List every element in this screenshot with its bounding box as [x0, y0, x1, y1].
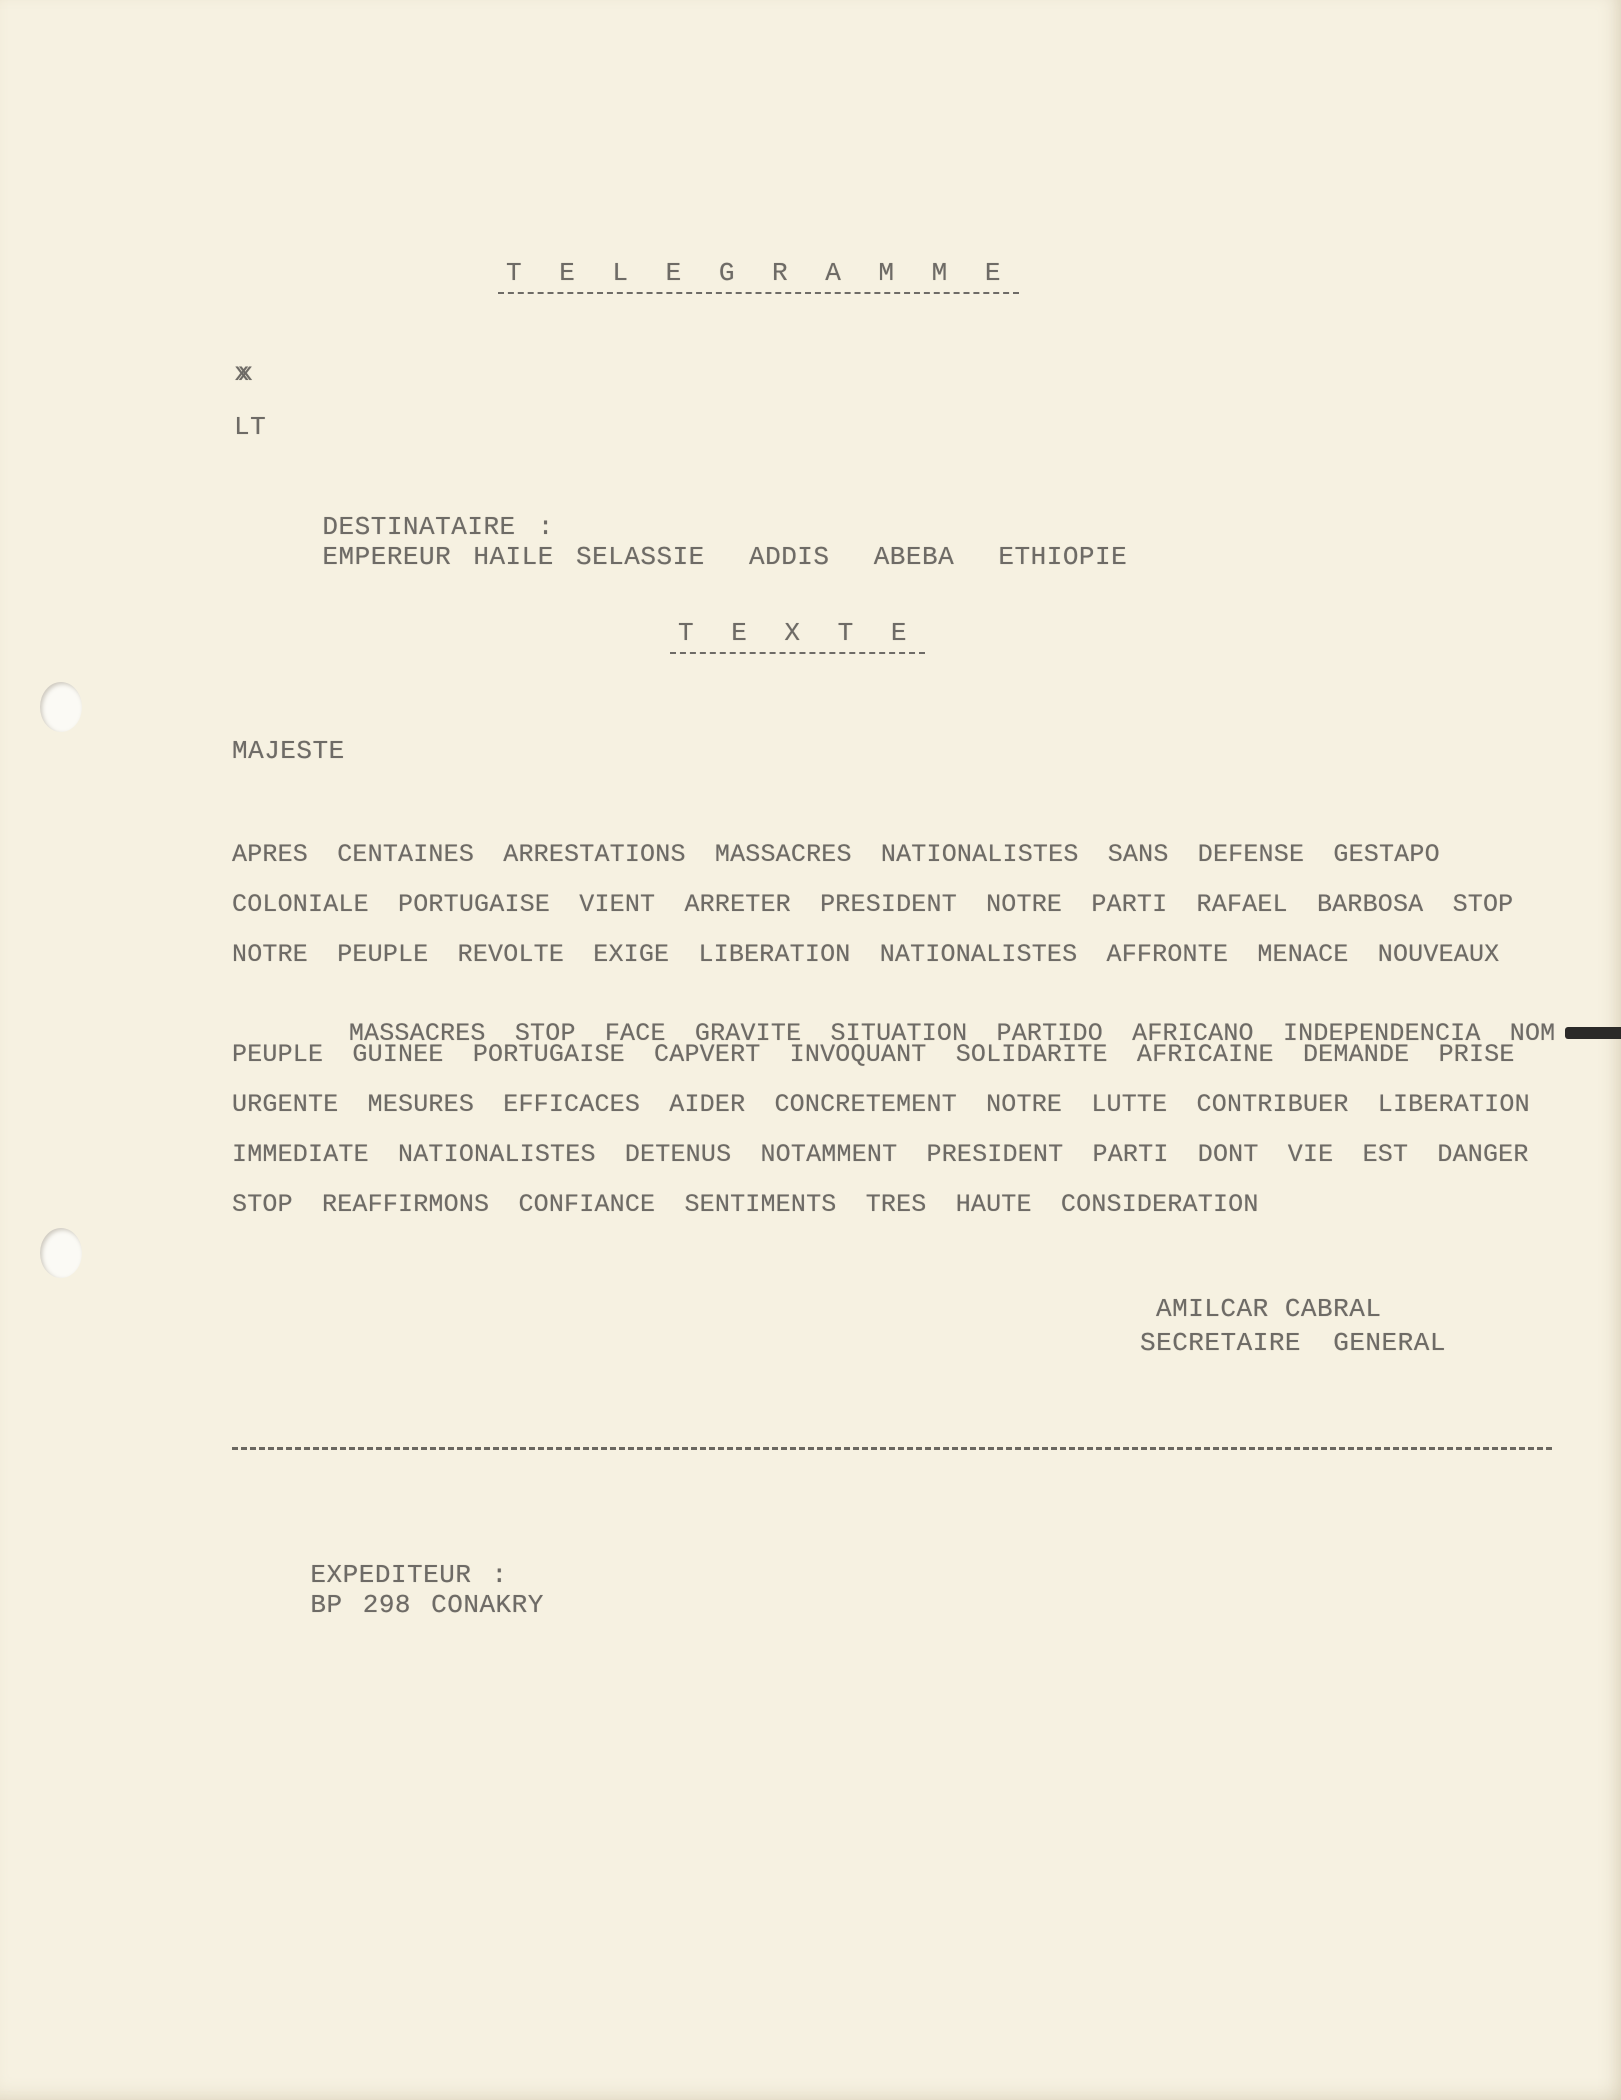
punch-hole-top [40, 682, 82, 732]
sender-line [230, 1530, 544, 1650]
salutation: MAJESTE [232, 736, 345, 766]
message-line-2: COLONIALE PORTUGAISE VIENT ARRETER PRESIDENT NOTRE PARTI RAFAEL BARBOSA STOP [232, 890, 1514, 919]
code-lt: LT [234, 412, 267, 442]
signature-title: SECRETAIRE GENERAL [1140, 1328, 1446, 1358]
sender-value: BP 298 CONAKRY [310, 1590, 544, 1620]
text-section-title: T E X T E [670, 618, 925, 654]
message-line-7: IMMEDIATE NATIONALISTES DETENUS NOTAMMENT PRESIDENT PARTI DONT VIE EST DANGER [232, 1140, 1529, 1169]
sender-label: EXPEDITEUR : [310, 1560, 508, 1590]
message-line-3: NOTRE PEUPLE REVOLTE EXIGE LIBERATION NATIONALISTES AFFRONTE MENACE NOUVEAUX [232, 940, 1500, 969]
message-line-5: PEUPLE GUINEE PORTUGAISE CAPVERT INVOQUANT SOLIDARITE AFRICAINE DEMANDE PRISE [232, 1040, 1515, 1069]
message-line-4-text: MASSACRES STOP FACE GRAVITE SITUATION PARTIDO AFRICANO INDEPENDENCIA NOM [348, 1019, 1556, 1048]
recipient-line [234, 482, 1127, 602]
recipient-label: DESTINATAIRE : [322, 512, 554, 542]
message-line-6: URGENTE MESURES EFFICACES AIDER CONCRETEMENT NOTRE LUTTE CONTRIBUER LIBERATION [232, 1090, 1530, 1119]
punch-hole-bottom [40, 1228, 82, 1278]
separator-rule [232, 1447, 1552, 1450]
message-line-8: STOP REAFFIRMONS CONFIANCE SENTIMENTS TRES HAUTE CONSIDERATION [232, 1190, 1259, 1219]
telegram-title: T E L E G R A M M E [498, 258, 1019, 294]
redaction-mark [1565, 1027, 1621, 1039]
code-xx: xx [234, 358, 242, 388]
message-line-1: APRES CENTAINES ARRESTATIONS MASSACRES NATIONALISTES SANS DEFENSE GESTAPO [232, 840, 1440, 869]
recipient-value: EMPEREUR HAILE SELASSIE ADDIS ABEBA ETHIOPIE [322, 542, 1128, 572]
signature-name: AMILCAR CABRAL [1156, 1294, 1382, 1324]
